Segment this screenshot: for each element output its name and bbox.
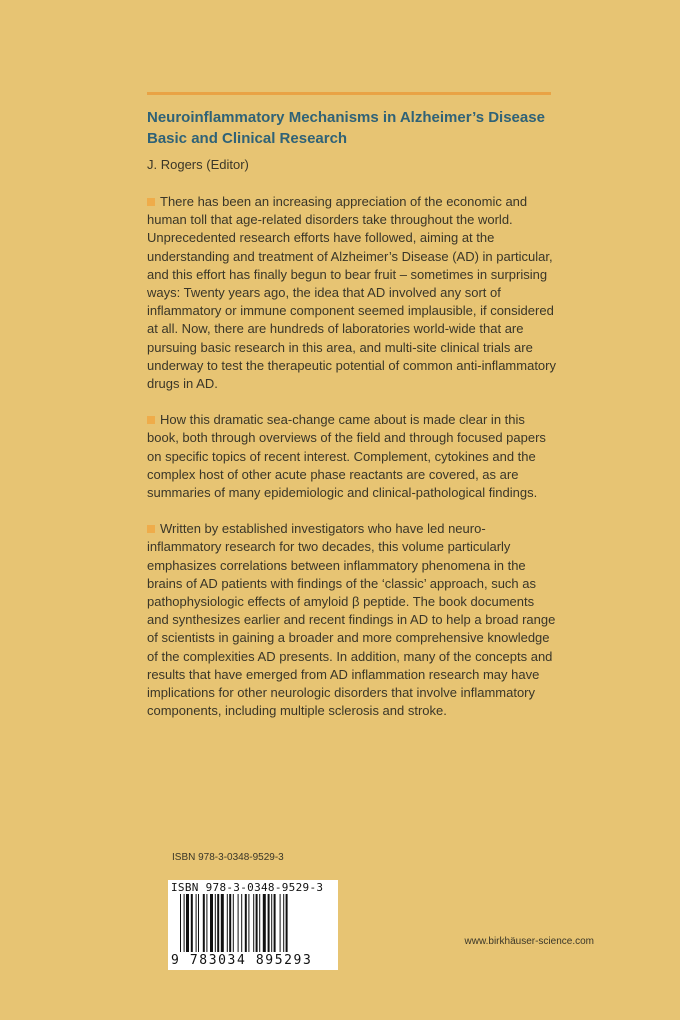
barcode-bar <box>198 894 199 952</box>
barcode-digits: 9 783034 895293 <box>171 953 313 968</box>
barcode-bar <box>263 894 266 952</box>
bullet-square-icon <box>147 198 155 206</box>
barcode-bar <box>203 894 205 952</box>
title-line-2: Basic and Clinical Research <box>147 130 348 147</box>
barcode-bar <box>256 894 258 952</box>
barcode-bar <box>186 894 189 952</box>
barcode-bar <box>215 894 216 952</box>
barcode-bar <box>268 894 270 952</box>
barcode-bar <box>217 894 219 952</box>
barcode-bar <box>286 894 288 952</box>
barcode-bar <box>259 894 260 952</box>
title-line-1: Neuroinflammatory Mechanisms in Alzheimer’s Disease <box>147 109 545 126</box>
blurb-paragraph <box>147 411 559 502</box>
barcode-bar <box>180 894 181 952</box>
book-title <box>147 107 567 149</box>
barcode-bar <box>210 894 213 952</box>
editor-credit: J. Rogers (Editor) <box>147 157 249 172</box>
bullet-square-icon <box>147 416 155 424</box>
barcode-bar <box>233 894 234 952</box>
barcode-bars <box>180 894 330 952</box>
blurb <box>147 193 559 738</box>
paragraph-text: How this dramatic sea-change came about is made clear in this book, both through overviews of the field and through focused papers on specific topics of recent interest. Complement, cytokines and the complex host of other acute phase reactants are covered, as are summaries of many epidemiologic and clinical-pathological findings. <box>147 412 546 501</box>
top-accent-rule <box>147 92 551 95</box>
barcode-bar <box>271 894 272 952</box>
barcode-bar <box>238 894 239 952</box>
barcode-bar <box>253 894 254 952</box>
bullet-square-icon <box>147 525 155 533</box>
blurb-paragraph <box>147 520 559 720</box>
barcode-bar <box>191 894 193 952</box>
barcode-bar <box>241 894 242 952</box>
barcode-bar <box>196 894 197 952</box>
paragraph-text: There has been an increasing appreciation of the economic and human toll that age-related disorders take throughout the world. Unprecedented research efforts have followed, aiming at the understanding and treatment of Alzheimer’s Disease (AD) in particular, and this effort has finally begun to bear fruit – sometimes in surprising ways: Twenty years ago, the idea that AD involved any sort of inflammatory or immune component seemed implausible, if considered at all. Now, there are hundreds of laboratories world-wide that are pursuing basic research in this area, and multi-site clinical trials are underway to test the therapeutic potential of common anti-inflammatory drugs in AD. <box>147 194 556 392</box>
barcode-bar <box>184 894 185 952</box>
publisher-website: www.birkhäuser-science.com <box>464 936 594 947</box>
barcode-bar <box>206 894 207 952</box>
barcode-bar <box>248 894 249 952</box>
barcode-bar <box>283 894 284 952</box>
barcode-bar <box>221 894 224 952</box>
paragraph-text: Written by established investigators who have led neuro-inflammatory research for two decades, this volume particularly emphasizes correlations between inflammatory phenomena in the brains of AD patients with findings of the ‘classic’ approach, such as pathophysiologic effects of amyloid β peptide. The book documents and synthesizes earlier and recent findings in AD to help a broad range of scientists in gaining a broader and more comprehensive knowledge of the complexities AD presents. In addition, many of the concepts and results that have emerged from AD inflammation research may have implications for other neurologic disorders that involve inflammatory components, including multiple sclerosis and stroke. <box>147 521 556 719</box>
blurb-paragraph <box>147 193 559 393</box>
barcode-bar <box>227 894 228 952</box>
barcode-bar <box>280 894 281 952</box>
barcode-bar <box>274 894 276 952</box>
barcode-bar <box>229 894 231 952</box>
barcode-bar <box>245 894 247 952</box>
isbn-label: ISBN 978-3-0348-9529-3 <box>172 852 284 863</box>
barcode-isbn-text: ISBN 978-3-0348-9529-3 <box>171 881 324 894</box>
isbn-barcode <box>168 880 338 970</box>
